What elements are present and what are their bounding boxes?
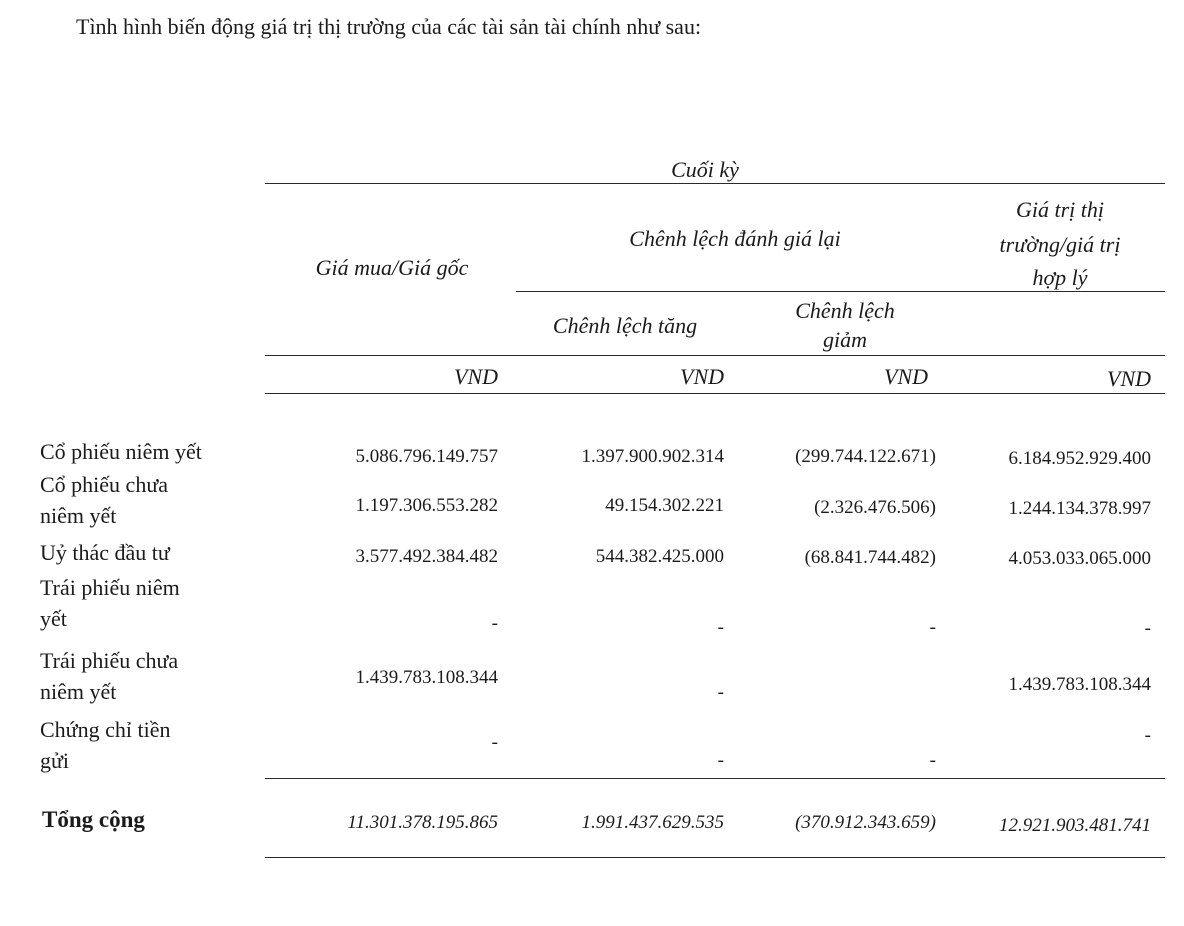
total-fair-value: 12.921.903.481.741	[999, 815, 1151, 836]
cell-fair-value: 6.184.952.929.400	[1008, 448, 1151, 469]
row-label-unlisted-shares-line2: niêm yết	[40, 503, 117, 528]
cell-increase: 1.397.900.902.314	[581, 446, 724, 467]
row-label-unlisted-bonds-line2: niêm yết	[40, 679, 117, 704]
cell-fair-value: 1.244.134.378.997	[1008, 498, 1151, 519]
cell-decrease: (2.326.476.506)	[814, 497, 936, 518]
intro-text: Tình hình biến động giá trị thị trường của các tài sản tài chính như sau:	[76, 14, 702, 39]
currency-increase: VND	[680, 364, 724, 389]
cell-increase: 49.154.302.221	[605, 495, 724, 516]
cell-fair-value: 1.439.783.108.344	[1008, 674, 1151, 695]
cell-fair-value: -	[1144, 618, 1151, 639]
total-increase: 1.991.437.629.535	[581, 812, 724, 833]
decrease-header-line2: giảm	[823, 327, 867, 352]
row-label-unlisted-bonds-line1: Trái phiếu chưa	[40, 648, 179, 673]
cell-increase: -	[717, 682, 724, 703]
cell-decrease: (68.841.744.482)	[804, 547, 936, 568]
cell-increase: -	[717, 617, 724, 638]
revaluation-rule	[516, 291, 1165, 292]
fair-value-header-line3: hợp lý	[1032, 265, 1088, 290]
total-decrease: (370.912.343.659)	[795, 812, 936, 833]
cell-decrease: -	[929, 750, 936, 771]
cost-header: Giá mua/Giá gốc	[315, 255, 469, 280]
cell-fair-value: -	[1144, 725, 1151, 746]
revaluation-header: Chênh lệch đánh giá lại	[629, 226, 841, 251]
cell-cost: 5.086.796.149.757	[355, 446, 498, 467]
cell-decrease: (299.744.122.671)	[795, 446, 936, 467]
fair-value-header-line1: Giá trị thị	[1015, 197, 1104, 222]
decrease-header-line1: Chênh lệch	[795, 298, 895, 323]
row-label-deposit-certificates-line1: Chứng chỉ tiền	[40, 717, 171, 742]
cell-fair-value: 4.053.033.065.000	[1008, 548, 1151, 569]
header-rule-bottom	[265, 393, 1165, 394]
cell-increase: -	[717, 750, 724, 771]
cell-decrease: -	[929, 617, 936, 638]
row-label-deposit-certificates-line2: gửi	[40, 748, 70, 773]
total-label: Tổng cộng	[42, 807, 145, 832]
currency-cost: VND	[454, 364, 498, 389]
total-cost: 11.301.378.195.865	[347, 812, 498, 833]
cell-cost: 1.439.783.108.344	[355, 667, 498, 688]
header-rule-top	[265, 183, 1165, 184]
cell-cost: -	[491, 613, 498, 634]
row-label-listed-bonds-line2: yết	[40, 606, 67, 631]
currency-decrease: VND	[884, 364, 928, 389]
period-header: Cuối kỳ	[671, 157, 739, 182]
cell-cost: -	[491, 732, 498, 753]
row-label-investment-trust: Uỷ thác đầu tư	[40, 540, 170, 565]
total-rule-bottom	[265, 857, 1165, 858]
increase-header: Chênh lệch tăng	[552, 313, 698, 338]
row-label-listed-shares: Cổ phiếu niêm yết	[40, 439, 202, 464]
fair-value-header-line2: trường/giá trị	[999, 232, 1121, 257]
row-label-unlisted-shares-line1: Cổ phiếu chưa	[40, 472, 169, 497]
header-rule-middle	[265, 355, 1165, 356]
cell-cost: 3.577.492.384.482	[355, 546, 498, 567]
cell-increase: 544.382.425.000	[595, 546, 724, 567]
currency-fair-value: VND	[1107, 366, 1151, 391]
total-rule-top	[265, 778, 1165, 779]
row-label-listed-bonds-line1: Trái phiếu niêm	[40, 575, 180, 600]
cell-cost: 1.197.306.553.282	[355, 495, 498, 516]
